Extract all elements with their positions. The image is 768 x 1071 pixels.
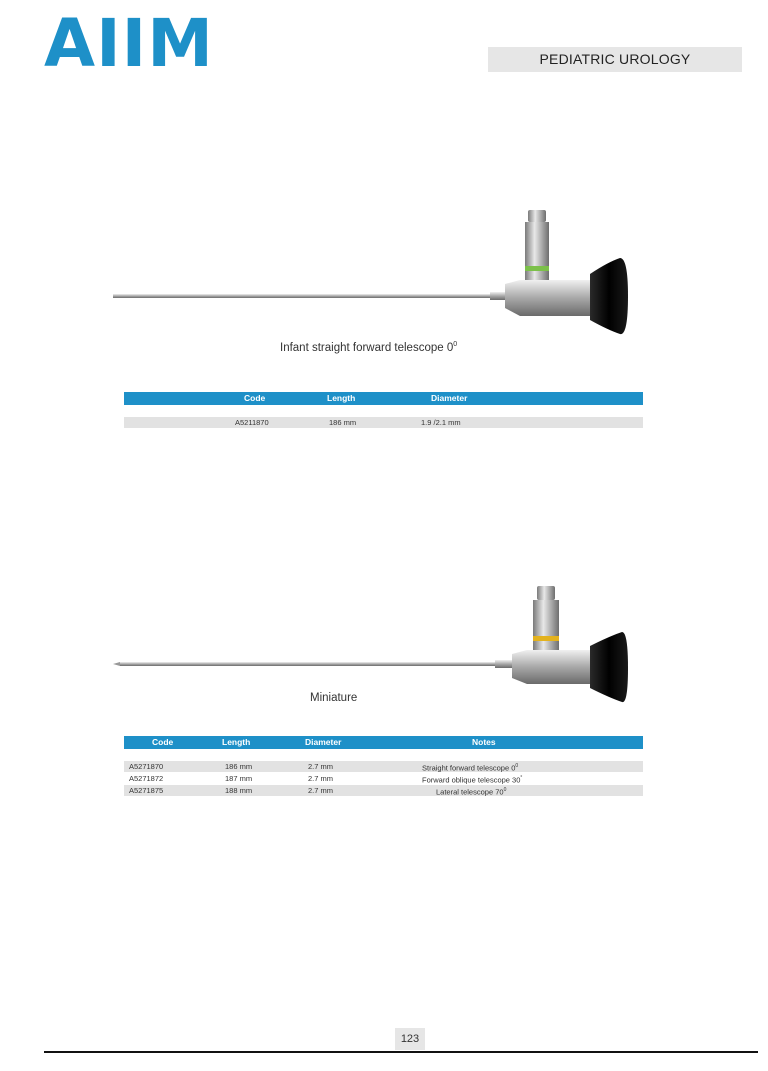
table-header [124, 736, 643, 749]
color-ring [533, 636, 559, 641]
notes-text: Forward oblique telescope 30 [422, 775, 521, 785]
notes-text: Lateral telescope 70 [436, 787, 504, 797]
post-tube [537, 586, 555, 600]
shaft [113, 294, 513, 298]
cell-diameter: 2.7 mm [308, 786, 334, 795]
header-diameter: Diameter [305, 737, 342, 747]
eyepiece [590, 258, 628, 334]
degree-mark: 0 [453, 341, 458, 348]
cell-notes [422, 761, 518, 774]
shaft [120, 662, 520, 666]
cell-diameter: 1.9 /2.1 mm [421, 418, 461, 427]
notes-text: Straight forward telescope 0 [422, 763, 516, 773]
cell-length: 188 mm [225, 786, 253, 795]
header-length: Length [222, 737, 251, 747]
table-row [124, 773, 643, 784]
degree-mark: ° [520, 775, 523, 781]
product2-caption: Miniature [310, 692, 358, 704]
cell-length: 186 mm [225, 762, 253, 771]
header-code: Code [244, 393, 266, 403]
color-ring [525, 266, 549, 271]
cell-length: 186 mm [329, 418, 357, 427]
footer-divider [44, 1051, 758, 1053]
header-code: Code [152, 737, 174, 747]
shaft-tip [113, 662, 120, 666]
miniature-telescope-image [0, 580, 768, 710]
brand-logo: AIIM [44, 5, 214, 82]
product1-caption: Infant straight forward telescope $0^0$ [280, 341, 458, 354]
cell-notes [422, 773, 522, 786]
body [512, 650, 598, 684]
product2-spec-table [124, 736, 643, 798]
eyepiece [590, 632, 628, 702]
light-post [525, 222, 549, 284]
cell-diameter: 2.7 mm [308, 774, 334, 783]
degree-mark: 0 [515, 763, 519, 769]
cell-diameter: 2.7 mm [308, 762, 334, 771]
table-header [124, 392, 643, 405]
header-length: Length [327, 393, 356, 403]
cell-notes [436, 785, 506, 798]
header-diameter: Diameter [431, 393, 468, 403]
cell-code: A5271872 [129, 774, 164, 783]
body [505, 280, 598, 316]
table-row [124, 761, 643, 772]
post-tube [528, 210, 546, 222]
light-post [533, 600, 559, 654]
product1-spec-table [124, 392, 643, 432]
page-number: 123 [395, 1028, 425, 1050]
infant-telescope-image [0, 200, 768, 340]
cell-code: A5211870 [235, 418, 269, 427]
header-notes: Notes [472, 737, 496, 747]
degree-mark: 0 [503, 787, 507, 793]
cell-code: A5271870 [129, 762, 164, 771]
table-row [124, 785, 643, 796]
section-title: PEDIATRIC UROLOGY [488, 47, 742, 72]
table-row [124, 417, 643, 428]
cell-length: 187 mm [225, 774, 253, 783]
cell-code: A5271875 [129, 786, 164, 795]
